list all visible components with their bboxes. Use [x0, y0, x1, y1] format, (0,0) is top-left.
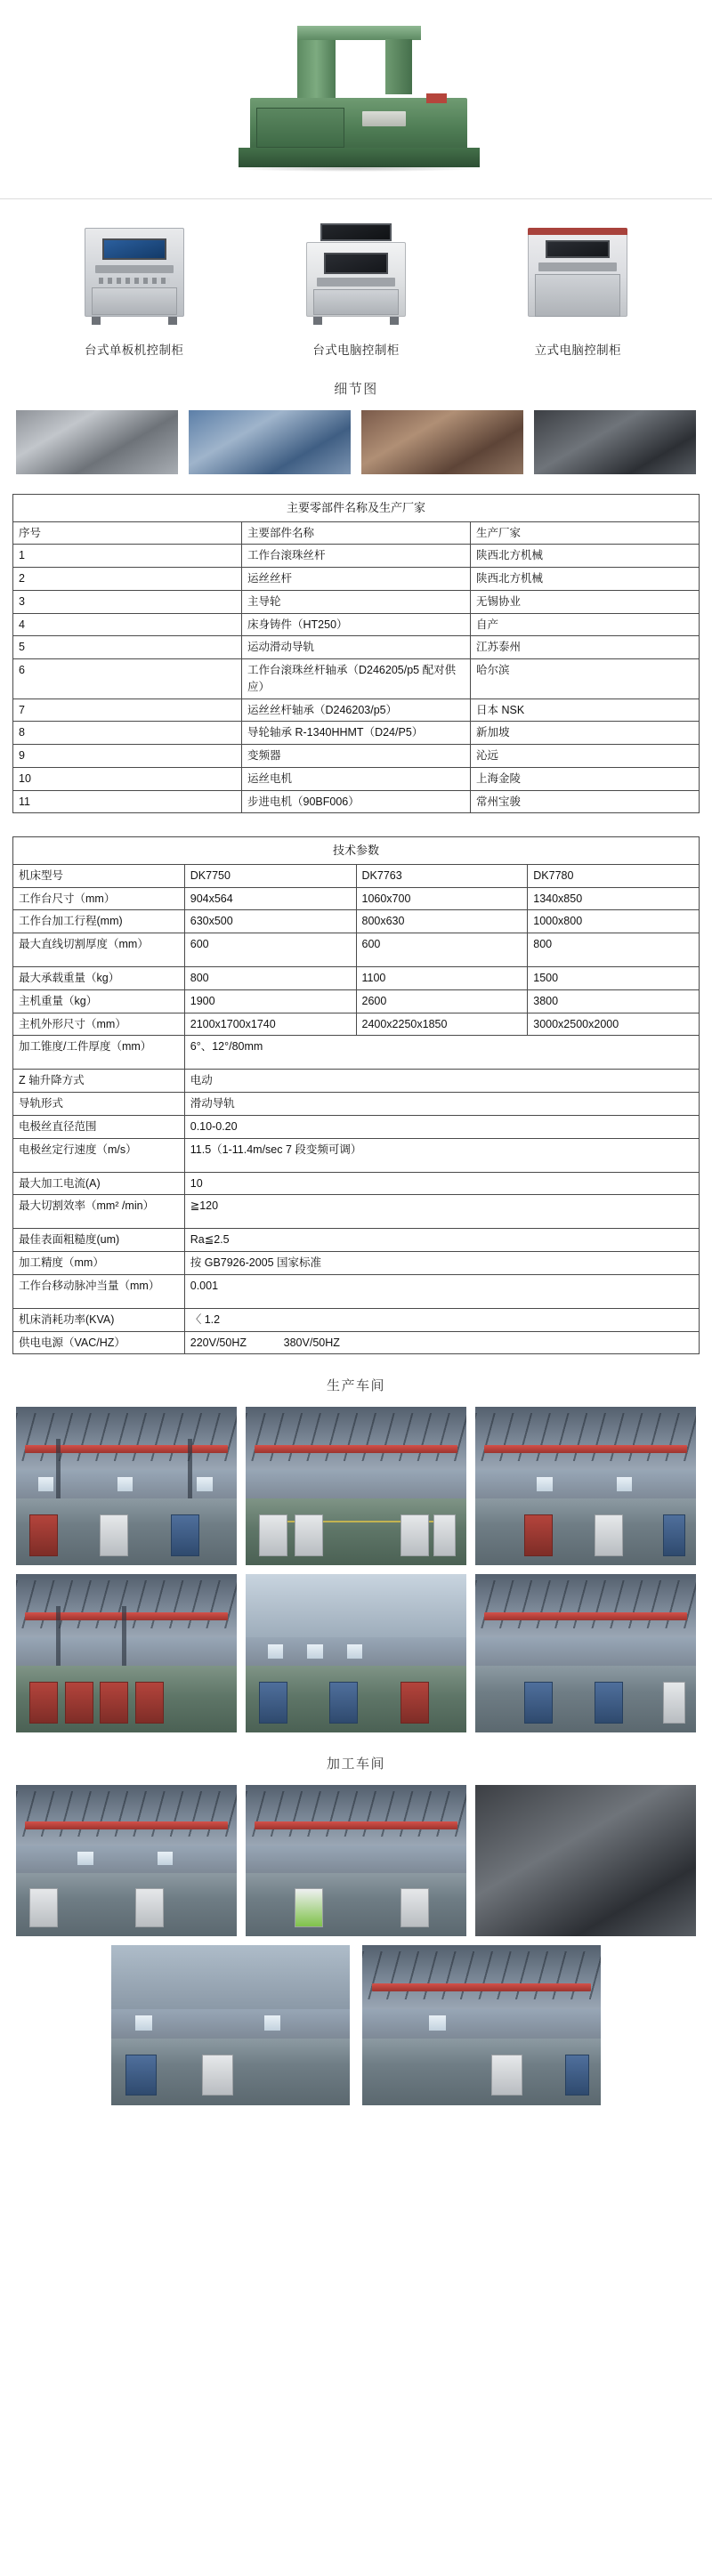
cell-mfr: 陕西北方机械	[471, 568, 700, 591]
main-machine-photo	[209, 12, 503, 177]
spec-label: 电极丝直径范围	[13, 1115, 185, 1138]
machining-photo-grid-bottom	[0, 1936, 712, 2105]
spec-label: 加工锥度/工件厚度（mm）	[13, 1036, 185, 1070]
machining-hall-3[interactable]	[475, 1785, 696, 1936]
spec-value: 1000x800	[528, 910, 700, 933]
control-cabinets-section	[0, 199, 712, 358]
spec-label: 最佳表面粗糙度(um)	[13, 1229, 185, 1252]
cell-name: 导轮轴承 R-1340HHMT（D24/P5）	[242, 722, 471, 745]
spec-value: 电动	[184, 1070, 699, 1093]
cell-mfr: 江苏泰州	[471, 636, 700, 659]
control-cabinet-icon	[489, 219, 667, 326]
spec-value: 800	[528, 933, 700, 967]
spec-value: Ra≦2.5	[184, 1229, 699, 1252]
cell-name: 变频器	[242, 745, 471, 768]
table-row	[13, 887, 700, 910]
spec-model-2: DK7780	[528, 864, 700, 887]
cell-mfr: 哈尔滨	[471, 659, 700, 699]
spec-value: 600	[184, 933, 356, 967]
cell-mfr: 自产	[471, 613, 700, 636]
cell-name: 工作台滚珠丝杆	[242, 545, 471, 568]
production-hall-5[interactable]	[246, 1574, 466, 1732]
spec-value: 6°、12°/80mm	[184, 1036, 699, 1070]
detail-photo-frame[interactable]	[534, 410, 696, 474]
cell-name: 运动滑动导轨	[242, 636, 471, 659]
spec-label: 工作台尺寸（mm）	[13, 887, 185, 910]
cell-name: 运丝丝杆	[242, 568, 471, 591]
table-row	[13, 1229, 700, 1252]
cell-no: 6	[13, 659, 242, 699]
parts-header-no: 序号	[13, 521, 242, 545]
spec-value: 600	[356, 933, 528, 967]
spec-value: ≧120	[184, 1195, 699, 1229]
cell-mfr: 上海金陵	[471, 767, 700, 790]
bottom-spacer	[0, 2105, 712, 2128]
spec-value: 1340x850	[528, 887, 700, 910]
spec-value: 0.001	[184, 1274, 699, 1308]
spec-model-1: DK7763	[356, 864, 528, 887]
table-row	[13, 967, 700, 990]
table-row	[13, 1115, 700, 1138]
machining-hall-2[interactable]	[246, 1785, 466, 1936]
table-row	[13, 989, 700, 1013]
machining-photo-grid-top	[0, 1785, 712, 1936]
production-hall-2[interactable]	[246, 1407, 466, 1565]
spec-value: 10	[184, 1172, 699, 1195]
table-row	[13, 1308, 700, 1331]
production-hall-1[interactable]	[16, 1407, 237, 1565]
production-photo-grid	[0, 1407, 712, 1732]
table-row	[13, 767, 700, 790]
table-row	[13, 1274, 700, 1308]
spec-value: 11.5（1-11.4m/sec 7 段变频可调）	[184, 1138, 699, 1172]
spec-table	[12, 836, 700, 1354]
cell-name: 运丝丝杆轴承（D246203/p5）	[242, 699, 471, 722]
cell-name: 步进电机（90BF006）	[242, 790, 471, 813]
table-row	[13, 910, 700, 933]
parts-header-name: 主要部件名称	[242, 521, 471, 545]
spec-value: 1900	[184, 989, 356, 1013]
cell-no: 8	[13, 722, 242, 745]
machining-section-title: 加工车间	[326, 1756, 385, 1773]
table-row	[13, 1172, 700, 1195]
table-row	[13, 699, 700, 722]
table-row	[13, 1195, 700, 1229]
cabinet-label: 台式电脑控制柜	[312, 343, 400, 357]
table-row	[13, 790, 700, 813]
spec-value: 3000x2500x2000	[528, 1013, 700, 1036]
spec-value: 按 GB7926-2005 国家标准	[184, 1252, 699, 1275]
spec-caption-row	[13, 837, 700, 865]
spec-value: 904x564	[184, 887, 356, 910]
table-row	[13, 1070, 700, 1093]
spec-value: 800	[184, 967, 356, 990]
spec-table-wrap	[0, 813, 712, 1354]
cell-no: 7	[13, 699, 242, 722]
table-row	[13, 636, 700, 659]
table-row	[13, 590, 700, 613]
cell-no: 3	[13, 590, 242, 613]
cell-mfr: 新加坡	[471, 722, 700, 745]
spec-label: 最大加工电流(A)	[13, 1172, 185, 1195]
spec-value: 2600	[356, 989, 528, 1013]
spec-model-row	[13, 864, 700, 887]
spec-table-caption: 技术参数	[13, 837, 700, 865]
spec-value: 220V/50HZ 380V/50HZ	[184, 1331, 699, 1354]
spec-value: 〈 1.2	[184, 1308, 699, 1331]
cabinet-option-1[interactable]	[267, 219, 445, 358]
cell-no: 4	[13, 613, 242, 636]
cell-no: 5	[13, 636, 242, 659]
table-row	[13, 1331, 700, 1354]
spec-label: 加工精度（mm）	[13, 1252, 185, 1275]
spec-value: 2100x1700x1740	[184, 1013, 356, 1036]
spec-value: 630x500	[184, 910, 356, 933]
table-row	[13, 1093, 700, 1116]
spec-label: 机床消耗功率(KVA)	[13, 1308, 185, 1331]
detail-photo-strip	[0, 410, 712, 474]
table-row	[13, 545, 700, 568]
production-hall-4[interactable]	[16, 1574, 237, 1732]
cell-no: 1	[13, 545, 242, 568]
hero-section	[0, 0, 712, 182]
table-row	[13, 568, 700, 591]
table-row	[13, 722, 700, 745]
spec-label: 工作台加工行程(mm)	[13, 910, 185, 933]
spec-model-label: 机床型号	[13, 864, 185, 887]
spec-value: 1100	[356, 967, 528, 990]
table-row	[13, 659, 700, 699]
table-row	[13, 1013, 700, 1036]
cell-mfr: 沁远	[471, 745, 700, 768]
spec-value: 2400x2250x1850	[356, 1013, 528, 1036]
parts-table-caption-row	[13, 495, 700, 522]
spec-label: 主机重量（kg）	[13, 989, 185, 1013]
spec-label: 最大直线切割厚度（mm）	[13, 933, 185, 967]
control-cabinet-icon	[267, 219, 445, 326]
table-row	[13, 745, 700, 768]
machining-hall-1[interactable]	[16, 1785, 237, 1936]
spec-value: 1060x700	[356, 887, 528, 910]
cell-mfr: 陕西北方机械	[471, 545, 700, 568]
cabinet-label: 台式单板机控制柜	[85, 343, 184, 357]
cell-name: 运丝电机	[242, 767, 471, 790]
spec-label: 工作台移动脉冲当量（mm）	[13, 1274, 185, 1308]
spec-label: 最大承载重量（kg）	[13, 967, 185, 990]
table-row	[13, 933, 700, 967]
spec-label: Z 轴升降方式	[13, 1070, 185, 1093]
parts-header-mfr: 生产厂家	[471, 521, 700, 545]
parts-table	[12, 494, 700, 813]
spec-label: 最大切割效率（mm² /min）	[13, 1195, 185, 1229]
production-hall-6[interactable]	[475, 1574, 696, 1732]
spec-label: 导轨形式	[13, 1093, 185, 1116]
machining-hall-4[interactable]	[111, 1945, 350, 2105]
cell-name: 主导轮	[242, 590, 471, 613]
spec-value: 滑动导轨	[184, 1093, 699, 1116]
cabinet-option-2[interactable]	[489, 219, 667, 358]
cabinet-option-0[interactable]	[45, 219, 223, 358]
cabinet-label: 立式电脑控制柜	[534, 343, 621, 357]
cell-name: 工作台滚珠丝杆轴承（D246205/p5 配对供应）	[242, 659, 471, 699]
spec-value: 800x630	[356, 910, 528, 933]
control-cabinet-icon	[45, 219, 223, 326]
cell-no: 11	[13, 790, 242, 813]
detail-photo-pump[interactable]	[16, 410, 178, 474]
cell-no: 10	[13, 767, 242, 790]
table-row	[13, 1138, 700, 1172]
parts-table-caption: 主要零部件名称及生产厂家	[13, 495, 700, 522]
cell-no: 9	[13, 745, 242, 768]
cell-mfr: 常州宝骏	[471, 790, 700, 813]
detail-section-title: 细节图	[334, 382, 378, 397]
spec-label: 主机外形尺寸（mm）	[13, 1013, 185, 1036]
cell-mfr: 无锡协业	[471, 590, 700, 613]
spec-model-0: DK7750	[184, 864, 356, 887]
parts-table-header-row	[13, 521, 700, 545]
spec-label: 电极丝定行速度（m/s）	[13, 1138, 185, 1172]
cell-no: 2	[13, 568, 242, 591]
spec-value: 1500	[528, 967, 700, 990]
machining-hall-5[interactable]	[362, 1945, 601, 2105]
spec-value: 3800	[528, 989, 700, 1013]
parts-table-wrap	[0, 474, 712, 813]
spec-label: 供电电源（VAC/HZ）	[13, 1331, 185, 1354]
detail-photo-control-box[interactable]	[189, 410, 351, 474]
cell-mfr: 日本 NSK	[471, 699, 700, 722]
table-row	[13, 613, 700, 636]
production-section-title: 生产车间	[326, 1378, 385, 1394]
spec-value: 0.10-0.20	[184, 1115, 699, 1138]
cell-name: 床身铸件（HT250）	[242, 613, 471, 636]
table-row	[13, 1036, 700, 1070]
production-hall-3[interactable]	[475, 1407, 696, 1565]
table-row	[13, 1252, 700, 1275]
detail-photo-wire-guide[interactable]	[361, 410, 523, 474]
